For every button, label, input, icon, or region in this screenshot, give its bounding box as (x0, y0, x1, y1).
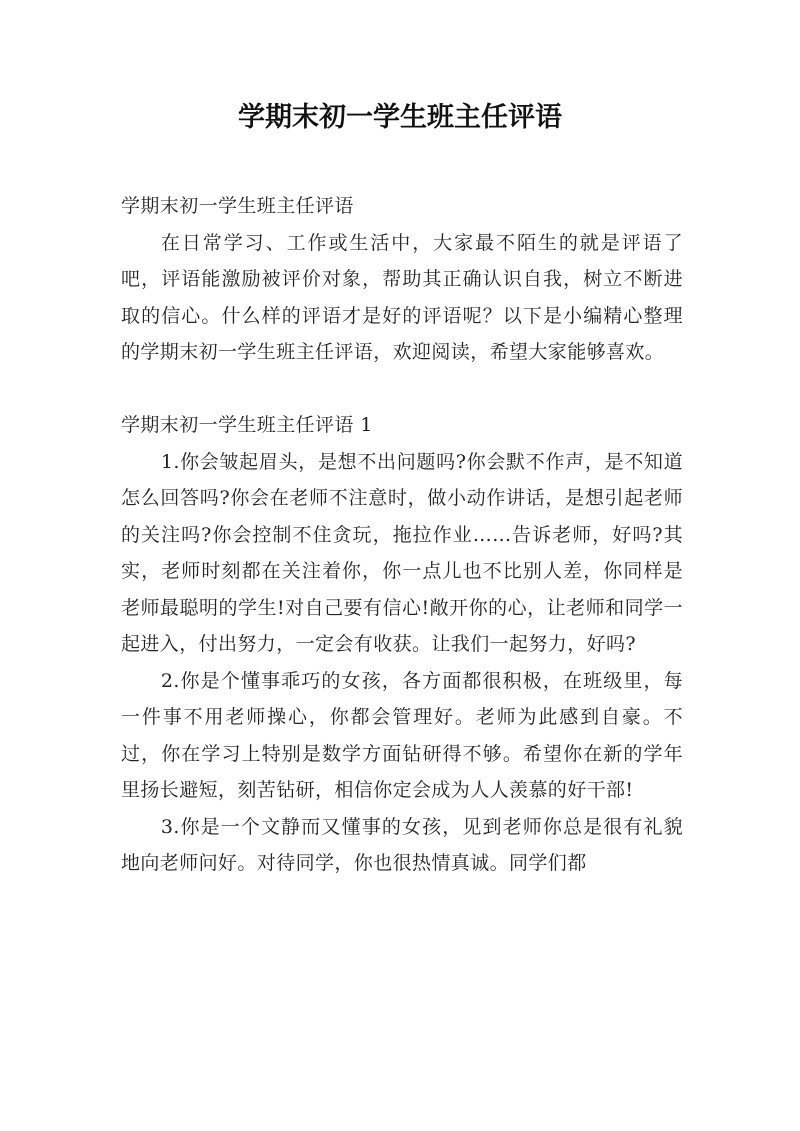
document-body (121, 188, 683, 882)
comment-item-2: 2.你是个懂事乖巧的女孩，各方面都很积极，在班级里，每一件事不用老师操心，你都会管理好。老师为此感到自豪。不过，你在学习上特别是数学方面钻研得不够。希望你在新的学年里扬长避短，刻苦钻研，相信你定会成为人人羡慕的好干部! (121, 669, 683, 801)
document-title: 学期末初一学生班主任评语 (238, 102, 562, 133)
intro-paragraph: 在日常学习、工作或生活中，大家最不陌生的就是评语了吧，评语能激励被评价对象，帮助其正确认识自我，树立不断进取的信心。什么样的评语才是好的评语呢？以下是小编精心整理的学期末初一学生班主任评语，欢迎阅读，希望大家能够喜欢。 (121, 231, 683, 363)
comment-item-1: 1.你会皱起眉头，是想不出问题吗?你会默不作声，是不知道怎么回答吗?你会在老师不注意时，做小动作讲话，是想引起老师的关注吗?你会控制不住贪玩，拖拉作业……告诉老师，好吗?其实，老师时刻都在关注着你，你一点儿也不比别人差，你同样是老师最聪明的学生!对自己要有信心!敞开你的心，让老师和同学一起进入，付出努力，一定会有收获。让我们一起努力，好吗? (121, 450, 683, 655)
comment-item-3: 3.你是一个文静而又懂事的女孩，见到老师你总是很有礼貌地向老师问好。对待同学，你也很热情真诚。同学们都 (121, 815, 683, 874)
document-subtitle: 学期末初一学生班主任评语 (121, 195, 354, 217)
paragraph-spacer (121, 371, 683, 408)
section-heading: 学期末初一学生班主任评语 1 (121, 414, 373, 436)
